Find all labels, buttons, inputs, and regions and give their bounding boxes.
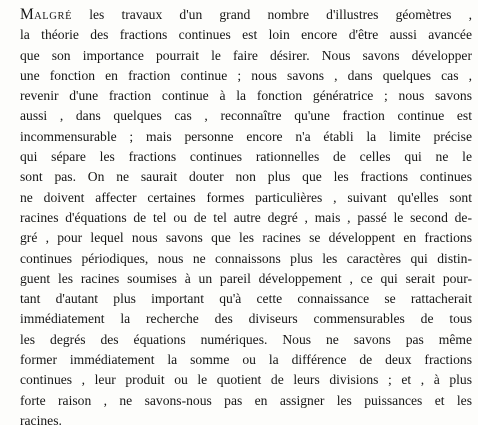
text-line-13: continues périodiques, nous ne connaissons plus les caractères qui distin- [20, 250, 472, 266]
text-line-14: guent les racines soumises à un pareil développement , ce qui serait pour- [20, 270, 472, 286]
text-line-8: qui sépare les fractions continues rationnelles de celles qui ne le [20, 149, 472, 165]
body-paragraph [20, 5, 472, 431]
text-line-1 [20, 5, 472, 25]
text-line-5: revenir d'une fraction continue à la fonction génératrice ; nous savons [20, 88, 472, 104]
text-line-9: sont pas. On ne saurait douter non plus que les fractions continues [20, 169, 472, 185]
text-line-1-rest: les travaux d'un grand nombre d'illustres géomètres , [72, 7, 472, 22]
text-line-17: les degrés des équations numériques. Nous ne savons pas même [20, 331, 472, 347]
text-line-20: forte raison , ne savons-nous pas en assigner les puissances et les [20, 392, 472, 408]
initial-letter: M [20, 6, 35, 23]
text-line-12: gré , pour lequel nous savons que les racines se développent en fractions [20, 230, 472, 246]
text-line-2: la théorie des fractions continues est loin encore d'être aussi avancée [20, 27, 472, 43]
text-line-3: que son importance pourrait le faire désirer. Nous savons développer [20, 47, 472, 63]
text-line-16: immédiatement la recherche des diviseurs commensurables de tous [20, 311, 472, 327]
text-line-4: une fonction en fraction continue ; nous savons , dans quelques cas , [20, 67, 472, 83]
text-line-21: racines. [20, 412, 62, 428]
first-word-smallcaps: ALGRÉ [34, 11, 73, 22]
text-line-11: racines d'équations de tel ou de tel autre degré , mais , passé le second de- [20, 209, 472, 225]
text-line-10: ne doivent affecter certaines formes particulières , suivant qu'elles sont [20, 189, 472, 205]
text-line-19: continues , leur produit ou le quotient de leurs divisions ; et , à plus [20, 372, 472, 388]
text-line-7: incommensurable ; mais personne encore n'a établi la limite précise [20, 128, 472, 144]
text-line-15: tant d'autant plus important qu'à cette connaissance se rattacherait [20, 291, 472, 307]
text-line-18: former immédiatement la somme ou la différence de deux fractions [20, 352, 472, 368]
text-line-6: aussi , dans quelques cas , reconnaître qu'une fraction continue est [20, 108, 472, 124]
